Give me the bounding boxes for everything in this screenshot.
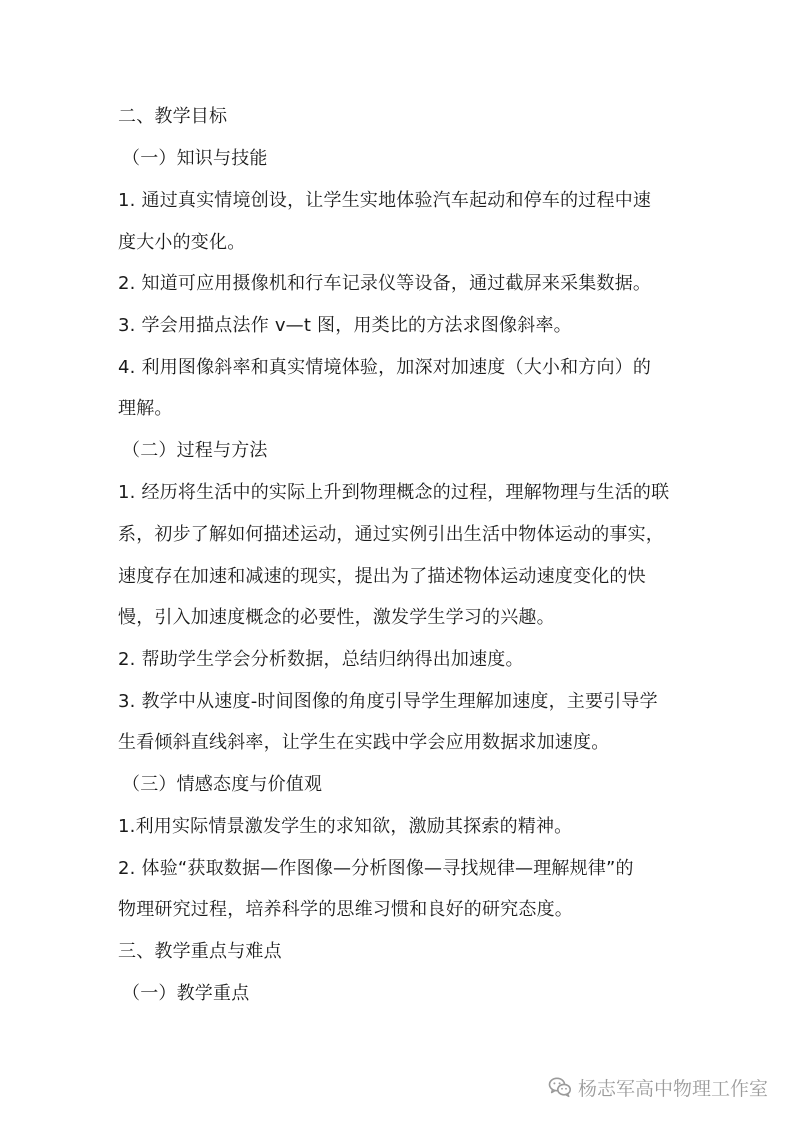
- paragraph-line: 理解。: [118, 398, 173, 419]
- subsection-heading: （三）情感态度与价值观: [122, 774, 323, 795]
- paragraph-line: 2. 体验“获取数据—作图像—分析图像—寻找规律—理解规律”的: [118, 858, 634, 879]
- paragraph-line: 3. 学会用描点法作 v—t 图，用类比的方法求图像斜率。: [118, 315, 572, 336]
- section-heading: 二、教学目标: [118, 106, 228, 127]
- paragraph-line: 1.利用实际情景激发学生的求知欲，激励其探索的精神。: [118, 816, 573, 837]
- paragraph-line: 度大小的变化。: [118, 232, 246, 253]
- paragraph-line: 物理研究过程，培养科学的思维习惯和良好的研究态度。: [118, 899, 573, 920]
- paragraph-line: 3. 教学中从速度-时间图像的角度引导学生理解加速度，主要引导学: [118, 691, 658, 712]
- paragraph-line: 生看倾斜直线斜率，让学生在实践中学会应用数据求加速度。: [118, 732, 610, 753]
- paragraph-line: 4. 利用图像斜率和真实情境体验，加深对加速度（大小和方向）的: [118, 357, 652, 378]
- section-heading: 三、教学重点与难点: [118, 941, 282, 962]
- subsection-heading: （一）教学重点: [122, 983, 250, 1004]
- watermark: [548, 1072, 768, 1102]
- watermark-text: 杨志军高中物理工作室: [578, 1077, 769, 1100]
- subsection-heading: （二）过程与方法: [122, 440, 268, 461]
- paragraph-line: 1. 通过真实情境创设，让学生实地体验汽车起动和停车的过程中速: [118, 190, 652, 211]
- paragraph-line: 2. 帮助学生学会分析数据，总结归纳得出加速度。: [118, 649, 524, 670]
- paragraph-line: 慢，引入加速度概念的必要性，激发学生学习的兴趣。: [118, 607, 555, 628]
- paragraph-line: 1. 经历将生活中的实际上升到物理概念的过程，理解物理与生活的联: [118, 482, 670, 503]
- paragraph-line: 系，初步了解如何描述运动，通过实例引出生活中物体运动的事实，: [118, 524, 664, 545]
- paragraph-line: 速度存在加速和减速的现实，提出为了描述物体运动速度变化的快: [118, 566, 646, 587]
- paragraph-line: 2. 知道可应用摄像机和行车记录仪等设备，通过截屏来采集数据。: [118, 273, 652, 294]
- wechat-icon: [548, 1076, 572, 1098]
- subsection-heading: （一）知识与技能: [122, 148, 268, 169]
